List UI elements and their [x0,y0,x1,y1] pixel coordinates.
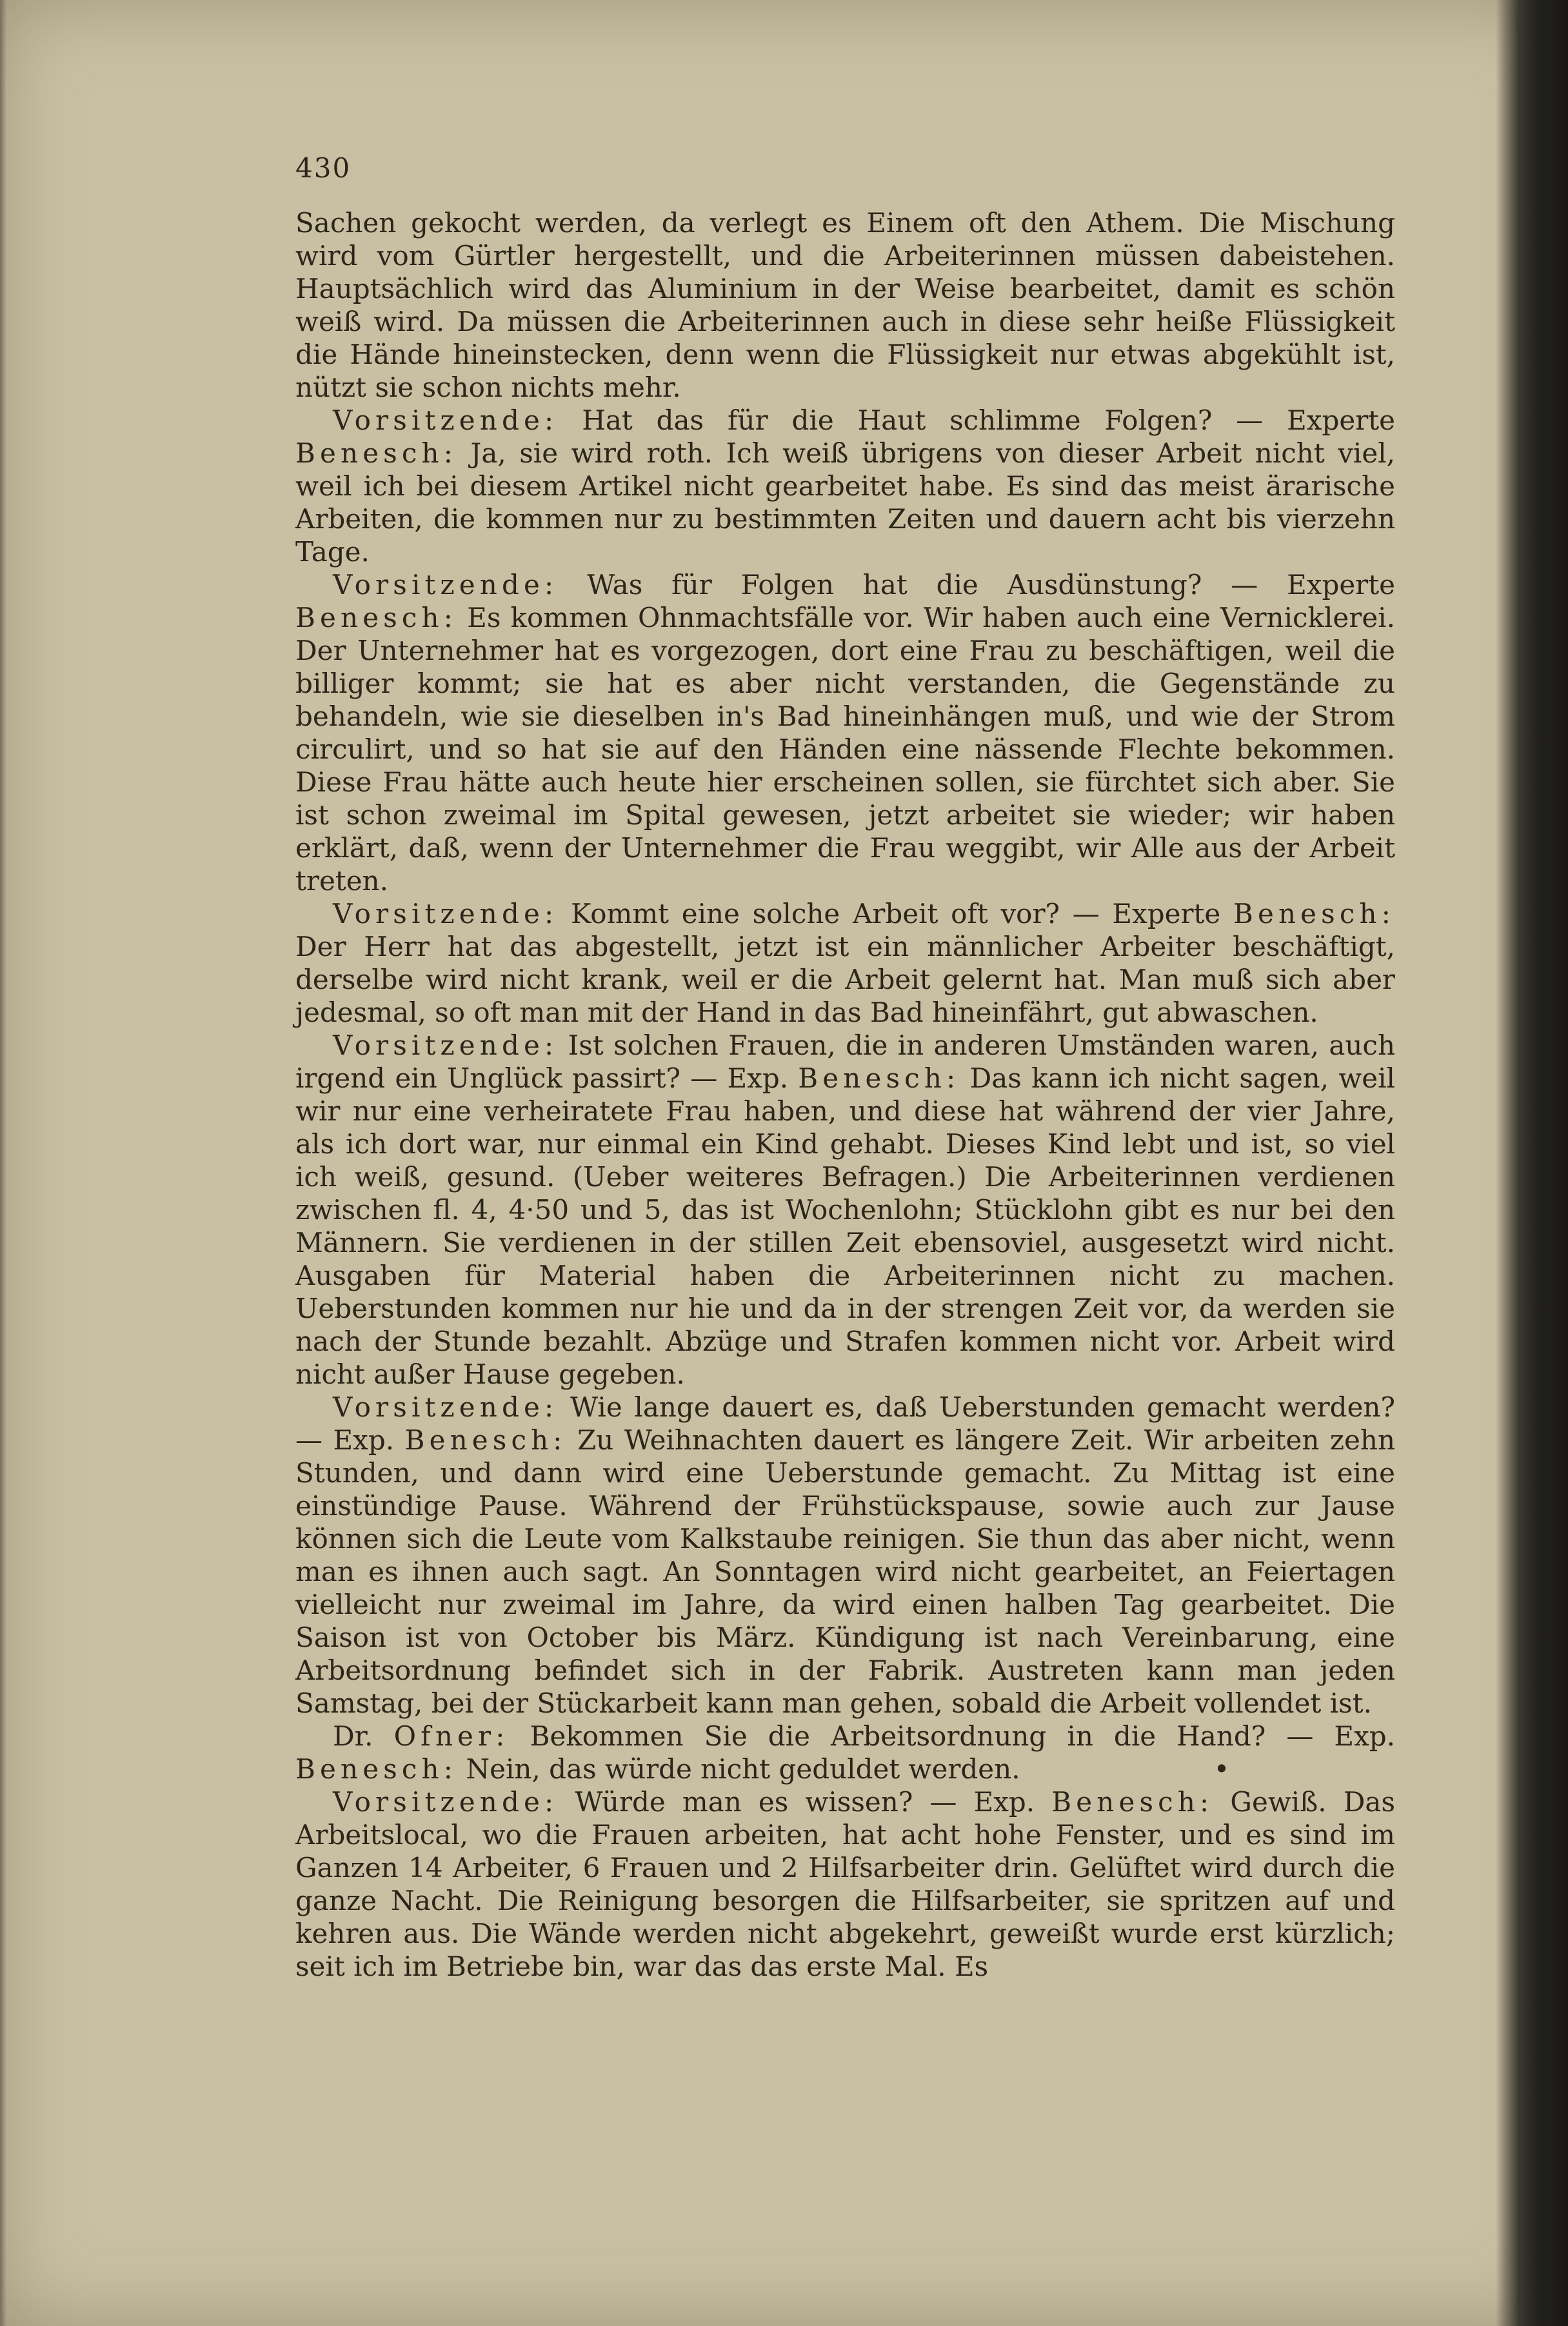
paragraph [295,897,1395,1029]
speaker-name: Benesch: [1051,1786,1214,1818]
speaker-name: Benesch: [295,437,458,469]
text-run: Würde man es wissen? — Exp. [558,1786,1052,1818]
page-text [295,206,1395,1983]
speaker-name: Vorsitzende: [333,898,559,929]
text-run: Kommt eine solche Arbeit oft vor? — Experte [558,898,1233,929]
text-run: Wie lange dauert es, daß Ueberstunden gemacht werden? — Exp. [295,1391,1395,1456]
speaker-name: Vorsitzende: [333,1029,559,1061]
text-run: Hat das für die Haut schlimme Folgen? — Experte [558,404,1395,436]
printer-dot: • [1213,1753,1230,1785]
speaker-name: Vorsitzende: [333,569,559,601]
text-run: Gewiß. Das Arbeitslocal, wo die Frauen arbeiten, hat acht hohe Fenster, und es sind im Ganzen 14 Arbeiter, 6 Frauen und 2 Hilfsarbeiter drin. Gelüftet wird durch die ganze Nacht. Die Reinigung besorgen die Hilfsarbeiter, sie spritzen auf und kehren aus. Die Wände werden nicht abgekehrt, geweißt wurde erst kürzlich; seit ich im Betriebe bin, war das das erste Mal. Es [295,1786,1396,1982]
paragraph [295,568,1395,897]
speaker-name: Benesch: [404,1424,567,1456]
speaker-name: Benesch: [798,1062,960,1094]
text-run: Der Herr hat das abgestellt, jetzt ist ein männlicher Arbeiter beschäftigt, derselbe wird nicht krank, weil er die Arbeit gelernt hat. Man muß sich aber jedesmal, so oft man mit der Hand in das Bad hineinfährt, gut abwaschen. [295,931,1395,1028]
page-binding-shadow [1496,0,1568,2326]
paragraph [295,1720,1395,1785]
text-run: Nein, das würde nicht geduldet werden. [457,1753,1020,1785]
text-run: Zu Weihnachten dauert es längere Zeit. Wir arbeiten zehn Stunden, und dann wird eine Ueberstunde gemacht. Zu Mittag ist eine einstündige Pause. Während der Frühstückspause, sowie auch zur Jause können sich die Leute vom Kalkstaube reinigen. Sie thun das aber nicht, wenn man es ihnen auch sagt. An Sonntagen wird nicht gearbeitet, an Feiertagen vielleicht nur zweimal im Jahre, da wird einen halben Tag gearbeitet. Die Saison ist von October bis März. Kündigung ist nach Vereinbarung, eine Arbeitsordnung befindet sich in der Fabrik. Austreten kann man jeden Samstag, bei der Stückarbeit kann man gehen, sobald die Arbeit vollendet ist. [295,1424,1395,1719]
paragraph [295,1785,1395,1983]
speaker-name: Benesch: [295,1753,458,1785]
text-run: Dr. [333,1720,394,1752]
paragraph [295,206,1395,404]
page-left-edge [0,0,6,2326]
speaker-name: Benesch: [1233,898,1395,929]
speaker-name: Ofner: [393,1720,510,1752]
text-run: Bekommen Sie die Arbeitsordnung in die Hand? — Exp. [509,1720,1396,1752]
speaker-name: Vorsitzende: [333,404,559,436]
text-run: Das kann ich nicht sagen, weil wir nur eine verheiratete Frau haben, und diese hat während der vier Jahre, als ich dort war, nur einmal ein Kind gehabt. Dieses Kind lebt und ist, so viel ich weiß, gesund. (Ueber weiteres Befragen.) Die Arbeiterinnen verdienen zwischen fl. 4, 4·50 und 5, das ist Wochenlohn; Stücklohn gibt es nur bei den Männern. Sie verdienen in der stillen Zeit ebensoviel, ausgesetzt wird nicht. Ausgaben für Material haben die Arbeiterinnen nicht zu machen. Ueberstunden kommen nur hie und da in der strengen Zeit vor, da werden sie nach der Stunde bezahlt. Abzüge und Strafen kommen nicht vor. Arbeit wird nicht außer Hause gegeben. [295,1062,1395,1390]
paragraph [295,1029,1395,1391]
text-run: Ja, sie wird roth. Ich weiß übrigens von dieser Arbeit nicht viel, weil ich bei diesem Artikel nicht gearbeitet habe. Es sind das meist ärarische Arbeiten, die kommen nur zu bestimmten Zeiten und dauern acht bis vierzehn Tage. [295,437,1395,568]
page-number: 430 [295,152,352,184]
speaker-name: Vorsitzende: [333,1786,559,1818]
text-run: Sachen gekocht werden, da verlegt es Einem oft den Athem. Die Mischung wird vom Gürtler hergestellt, und die Arbeiterinnen müssen dabeistehen. Hauptsächlich wird das Aluminium in der Weise bearbeitet, damit es schön weiß wird. Da müssen die Arbeiterinnen auch in diese sehr heiße Flüssigkeit die Hände hineinstecken, denn wenn die Flüssigkeit nur etwas abgekühlt ist, nützt sie schon nichts mehr. [295,207,1395,403]
text-run: Ist solchen Frauen, die in anderen Umständen waren, auch irgend ein Unglück passirt? — Exp. [295,1029,1395,1094]
text-run: Was für Folgen hat die Ausdünstung? — Experte [558,569,1395,601]
speaker-name: Benesch: [295,602,458,633]
paragraph [295,1391,1395,1720]
speaker-name: Vorsitzende: [333,1391,559,1423]
text-run: Es kommen Ohnmachtsfälle vor. Wir haben auch eine Vernicklerei. Der Unternehmer hat es vorgezogen, dort eine Frau zu beschäftigen, weil die billiger kommt; sie hat es aber nicht verstanden, die Gegenstände zu behandeln, wie sie dieselben in's Bad hineinhängen muß, und wie der Strom circulirt, und so hat sie auf den Händen eine nässende Flechte bekommen. Diese Frau hätte auch heute hier erscheinen sollen, sie fürchtet sich aber. Sie ist schon zweimal im Spital gewesen, jetzt arbeitet sie wieder; wir haben erklärt, daß, wenn der Unternehmer die Frau weggibt, wir Alle aus der Arbeit treten. [295,602,1395,897]
paragraph [295,404,1395,568]
